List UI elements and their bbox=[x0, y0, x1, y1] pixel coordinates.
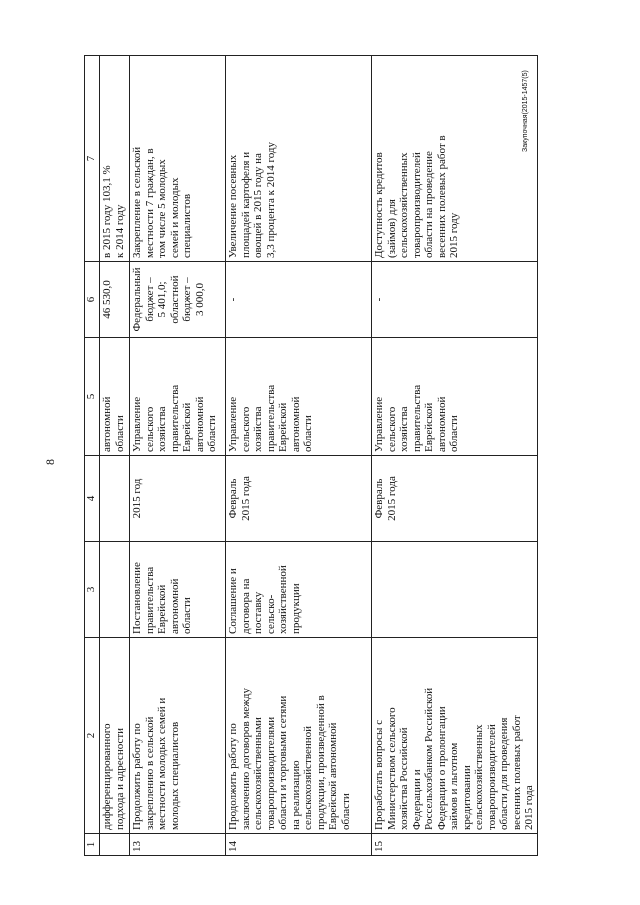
table-header-row bbox=[85, 56, 100, 856]
document-cell: Соглашение и договора на поставку сельско- хозяйственной продукции bbox=[226, 542, 372, 638]
document-cell bbox=[372, 542, 538, 638]
table-row bbox=[372, 56, 538, 856]
executor-cell: автономной области bbox=[100, 338, 130, 456]
header-col-3: 3 bbox=[85, 542, 100, 638]
funding-cell: - bbox=[226, 262, 372, 338]
table-row bbox=[226, 56, 372, 856]
funding-cell: - bbox=[372, 262, 538, 338]
header-col-7: 7 bbox=[85, 56, 100, 262]
measure-cell: Продолжить работу по заключению договоров между сельскохозяйственными товаропроизводителями области и торговыми сетями на реализацию сельскохозяйственной продукции, произведенной в Еврейской автономной области bbox=[226, 638, 372, 834]
header-col-5: 5 bbox=[85, 338, 100, 456]
plan-table bbox=[84, 55, 538, 856]
measure-cell: Продолжить работу по закреплению в сельской местности молодых семей и молодых специалистов bbox=[130, 638, 226, 834]
funding-cell: Федеральный бюджет – 5 401,0; областной бюджет – 3 000,0 bbox=[130, 262, 226, 338]
row-number: 14 bbox=[226, 834, 372, 856]
deadline-cell: 2015 год bbox=[130, 456, 226, 542]
result-cell: в 2015 году 103,1 % к 2014 году bbox=[100, 56, 130, 262]
deadline-cell bbox=[100, 456, 130, 542]
document-cell: Постановление правительства Еврейской автономной области bbox=[130, 542, 226, 638]
row-number: 13 bbox=[130, 834, 226, 856]
header-col-2: 2 bbox=[85, 638, 100, 834]
row-number: 15 bbox=[372, 834, 538, 856]
measure-cell: дифференцированного подхода и адресности bbox=[100, 638, 130, 834]
result-cell: Увеличение посевных площадей картофеля и овощей в 2015 году на 3,3 процента к 2014 году bbox=[226, 56, 372, 262]
result-cell: Закрепление в сельской местности 7 граждан, в том числе 5 молодых семей и молодых специалистов bbox=[130, 56, 226, 262]
document-code-text: Закупочная(2015-1457(5) bbox=[522, 70, 529, 152]
row-number bbox=[100, 834, 130, 856]
header-col-6: 6 bbox=[85, 262, 100, 338]
executor-cell: Управление сельского хозяйства правительства Еврейской автономной области bbox=[226, 338, 372, 456]
result-cell: Доступность кредитов (займов) для сельскохозяйственных товаропроизводителей области на проведение весенних полевых работ в 2015 году bbox=[372, 56, 538, 262]
header-col-4: 4 bbox=[85, 456, 100, 542]
document-cell bbox=[100, 542, 130, 638]
funding-cell: 46 530,0 bbox=[100, 262, 130, 338]
table-row bbox=[100, 56, 130, 856]
page-number: 8 bbox=[43, 459, 57, 465]
deadline-cell: Февраль 2015 года bbox=[372, 456, 538, 542]
table-row bbox=[130, 56, 226, 856]
header-col-1: 1 bbox=[85, 834, 100, 856]
deadline-cell: Февраль 2015 года bbox=[226, 456, 372, 542]
executor-cell: Управление сельского хозяйства правительства Еврейской автономной области bbox=[130, 338, 226, 456]
executor-cell: Управление сельского хозяйства правительства Еврейской автономной области bbox=[372, 338, 538, 456]
measure-cell: Проработать вопросы с Министерством сельского хозяйства Российской Федерации и Россельхозбанком Российской Федерации о пролонгации займов и льготном кредитовании сельскохозяйственных товаропроизводителей области для проведения весенних полевых работ 2015 года bbox=[372, 638, 538, 834]
